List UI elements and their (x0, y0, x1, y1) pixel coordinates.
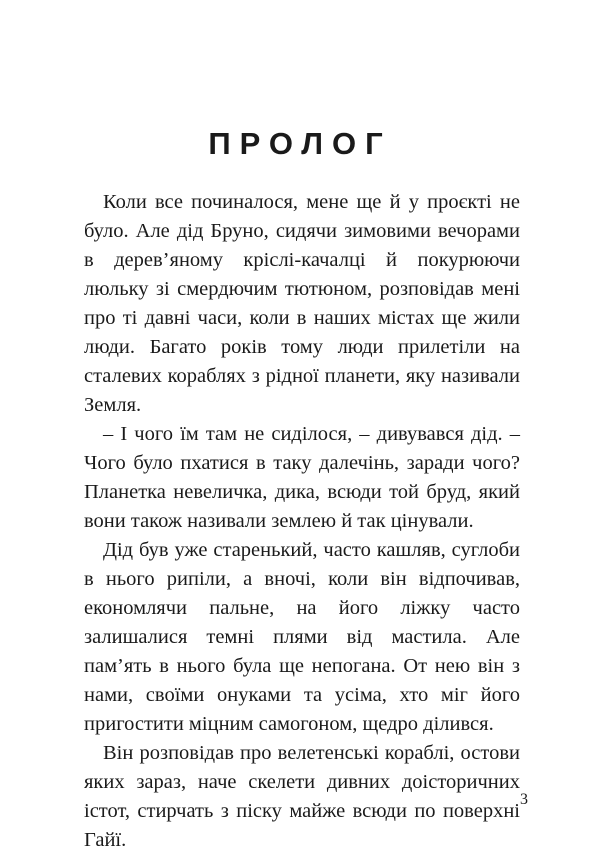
paragraph: Він розповідав про велетенські кораблі, остови яких зараз, наче скелети дивних доісторичних істот, стирчать з піску майже всюди по поверхні Гайї. (84, 742, 520, 851)
paragraph: Коли все починалося, мене ще й у проєкті не було. Але дід Бруно, сидячи зимовими вечорами в дерев’яному кріслі-качалці й покурюючи люльку зі смердючим тютюном, розповідав мені про ті давні часи, коли в наших містах ще жили люди. Багато років тому люди прилетіли на сталевих кораблях з рідної планети, яку називали Земля. (84, 191, 520, 416)
page-number: 3 (520, 791, 528, 808)
paragraph: Дід був уже старенький, часто кашляв, суглоби в нього рипіли, а вночі, коли він відпочивав, економлячи пальне, на його ліжку часто залишалися темні плями від мастила. Але пам’ять в нього була ще непогана. От нею він з нами, своїми онуками та усіма, хто міг його пригостити міцним самогоном, щедро ділився. (84, 539, 520, 735)
paragraph: – І чого їм там не сиділося, – дивувався дід. – Чого було пхатися в таку далечінь, заради чого? Планетка невеличка, дика, всюди той бруд, який вони також називали землею й так цінували. (84, 423, 520, 532)
body-text (84, 188, 520, 855)
chapter-title: ПРОЛОГ (208, 126, 392, 161)
